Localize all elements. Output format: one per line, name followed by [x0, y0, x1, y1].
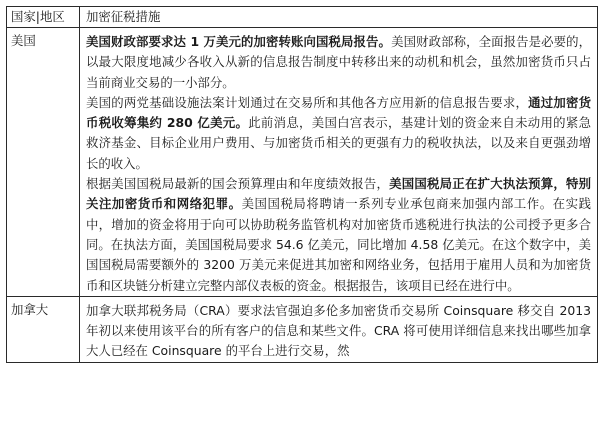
bold-text: 美国国税局正在扩大执法预算，特别关注加密货币和网络犯罪。: [86, 176, 592, 212]
bold-text: 美国财政部要求达 1 万美元的加密转账向国税局报告。: [86, 34, 392, 49]
country-cell: 美国: [7, 28, 80, 297]
header-country: 国家|地区: [7, 7, 80, 28]
text: 此前消息，美国白宫表示，基建计划的资金来自未动用的紧急救济基金、目标企业用户费用、与加密货币相关的更强有力的税收执法，以及来自更强劲增长的收入。: [86, 115, 591, 171]
text: 根据美国国税局最新的国会预算理由和年度绩效报告，: [86, 176, 390, 192]
paragraph: [86, 93, 591, 174]
bold-text: 通过加密货币税收筹集约 280 亿美元。: [86, 94, 592, 131]
text: 美国国税局将聘请一系列专业承包商来加强内部工作。在实践中，增加的资金将用于向可以协助税务监管机构对加密货币逃税进行执法的公司授予更多合同。在执法方面，美国国税局要求 54.6 亿美元，同比增加 4.58 亿美元。在这个数字中，美国国税局需要额外的 3200 万美元来促进其加密和网络业务，包括用于雇用人员和为加密货币和区块链分析建立完整内部仪表板的资金。根据报告，该项目已经在进行中。: [86, 196, 592, 293]
crypto-tax-table: [6, 6, 598, 363]
paragraph: [86, 301, 591, 362]
country-cell: 加拿大: [7, 296, 80, 362]
paragraph: [86, 174, 591, 296]
text: 加拿大联邦税务局（CRA）要求法官强迫多伦多加密货币交易所 Coinsquare 移交自 2013 年初以来使用该平台的所有客户的信息和某些文件。CRA 将可使用详细信息来找出哪些加拿大人已经在 Coinsquare 的平台上进行交易，然: [86, 302, 591, 359]
measures-cell: [80, 28, 598, 297]
table-row-usa: [7, 28, 598, 297]
measures-cell: [80, 296, 598, 362]
table-header-row: [7, 7, 598, 28]
text: 美国的两党基础设施法案计划通过在交易所和其他各方应用新的信息报告要求，: [86, 94, 529, 110]
table-row-canada: [7, 296, 598, 362]
text: 美国财政部称，全面报告是必要的，以最大限度地减少各收入从新的信息报告制度中转移出来的动机和机会，虽然加密货币只占当前商业交易的一小部分。: [86, 34, 592, 90]
paragraph: [86, 32, 591, 93]
header-measures: 加密征税措施: [80, 7, 598, 28]
